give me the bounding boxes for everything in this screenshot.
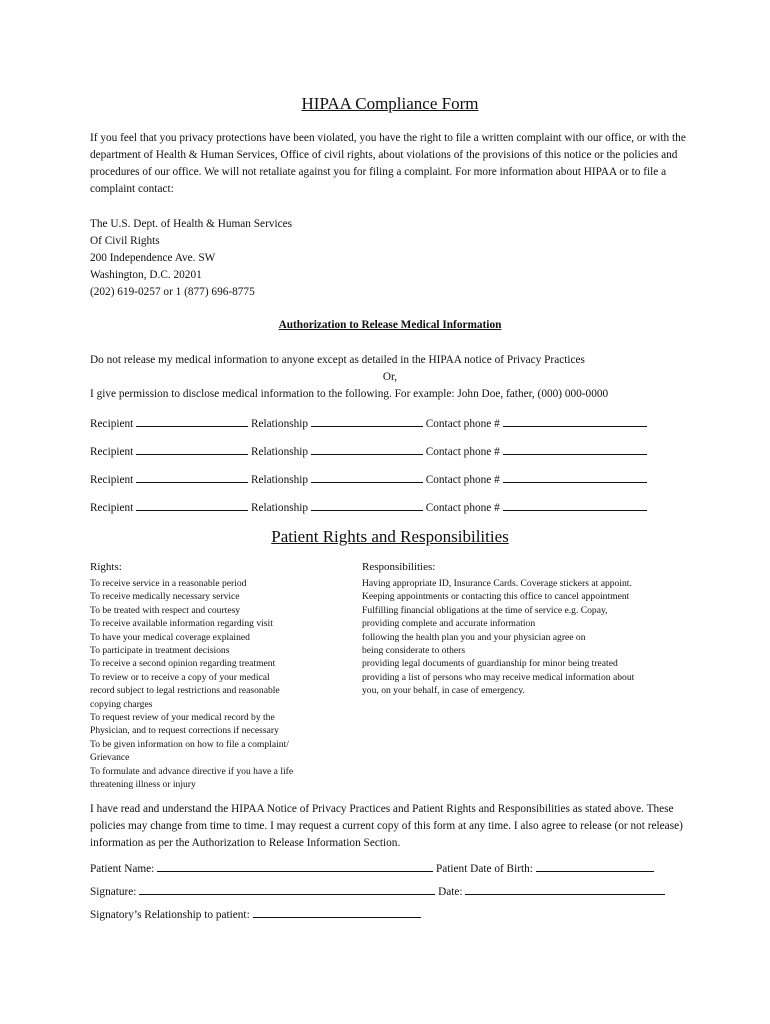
date-field[interactable] bbox=[465, 883, 665, 895]
signatory-relationship-row bbox=[90, 906, 421, 921]
contact-phone-field[interactable] bbox=[503, 499, 647, 511]
list-item: To review or to receive a copy of your medical bbox=[90, 671, 270, 683]
signature-label: Signature: bbox=[90, 886, 137, 898]
recipient-field[interactable] bbox=[136, 443, 248, 455]
responsibilities-label: Responsibilities: bbox=[362, 561, 436, 573]
authorization-heading: Authorization to Release Medical Information bbox=[278, 319, 502, 331]
list-item: To participate in treatment decisions bbox=[90, 645, 230, 657]
relationship-label: Relationship bbox=[250, 474, 309, 486]
recipient-label: Recipient bbox=[90, 474, 134, 486]
relationship-label: Relationship bbox=[250, 446, 309, 458]
or-separator: Or, bbox=[382, 371, 398, 383]
rights-label: Rights: bbox=[90, 561, 122, 573]
permission-line: I give permission to disclose medical information to the following. For example: John Doe, father, (000) 000-0000 bbox=[90, 388, 609, 400]
contact-phone-label: Contact phone # bbox=[425, 474, 500, 486]
list-item: To receive medically necessary service bbox=[90, 591, 240, 603]
relationship-label: Relationship bbox=[250, 418, 309, 430]
list-item: following the health plan you and your physician agree on bbox=[362, 631, 586, 643]
contact-phone-field[interactable] bbox=[503, 443, 647, 455]
signature-row bbox=[90, 883, 665, 898]
recipient-label: Recipient bbox=[90, 446, 134, 458]
responsibilities-list bbox=[362, 577, 692, 698]
list-item: being considerate to others bbox=[362, 645, 466, 657]
recipient-field[interactable] bbox=[136, 471, 248, 483]
recipient-row bbox=[90, 499, 647, 514]
list-item: To receive a second opinion regarding treatment bbox=[90, 658, 276, 670]
rights-list bbox=[90, 577, 355, 792]
patient-name-field[interactable] bbox=[157, 860, 433, 872]
address-line: Washington, D.C. 20201 bbox=[90, 269, 202, 281]
address-line: The U.S. Dept. of Health & Human Services bbox=[90, 218, 293, 230]
list-item: record subject to legal restrictions and reasonable bbox=[90, 685, 280, 697]
dob-field[interactable] bbox=[536, 860, 654, 872]
relationship-label: Relationship bbox=[250, 502, 309, 514]
address-line: 200 Independence Ave. SW bbox=[90, 252, 216, 264]
contact-phone-label: Contact phone # bbox=[425, 446, 500, 458]
signatory-relationship-field[interactable] bbox=[253, 906, 421, 918]
address-line: Of Civil Rights bbox=[90, 235, 160, 247]
list-item: Fulfilling financial obligations at the time of service e.g. Copay, bbox=[362, 604, 608, 616]
list-item: threatening illness or injury bbox=[90, 779, 196, 791]
contact-phone-label: Contact phone # bbox=[425, 502, 500, 514]
relationship-field[interactable] bbox=[311, 471, 423, 483]
patient-name-label: Patient Name: bbox=[90, 863, 155, 875]
acknowledgement-paragraph: I have read and understand the HIPAA Notice of Privacy Practices and Patient Rights and Responsibilities as stated above. These policies may change from time to time. I may request a current copy of this form at any time. I also agree to release (or not release) information as per the Authorization to Release Information Section. bbox=[90, 803, 683, 849]
signatory-relationship-label: Signatory’s Relationship to patient: bbox=[90, 909, 250, 921]
do-not-release-line: Do not release my medical information to anyone except as detailed in the HIPAA notice of Privacy Practices bbox=[90, 354, 585, 366]
contact-phone-label: Contact phone # bbox=[425, 418, 500, 430]
responsibilities-column bbox=[362, 560, 692, 698]
dob-label: Patient Date of Birth: bbox=[435, 863, 533, 875]
list-item: To request review of your medical record by the bbox=[90, 712, 275, 724]
list-item: Physician, and to request corrections if necessary bbox=[90, 725, 279, 737]
list-item: you, on your behalf, in case of emergency. bbox=[362, 685, 525, 697]
rights-column bbox=[90, 560, 355, 792]
contact-phone-field[interactable] bbox=[503, 415, 647, 427]
list-item: providing a list of persons who may receive medical information about bbox=[362, 671, 635, 683]
address-phone: (202) 619-0257 or 1 (877) 696-8775 bbox=[90, 286, 255, 298]
list-item: To have your medical coverage explained bbox=[90, 631, 250, 643]
list-item: To receive available information regarding visit bbox=[90, 618, 273, 630]
patient-name-row bbox=[90, 860, 654, 875]
date-label: Date: bbox=[438, 886, 463, 898]
recipient-label: Recipient bbox=[90, 502, 134, 514]
recipient-row bbox=[90, 471, 647, 486]
recipient-field[interactable] bbox=[136, 499, 248, 511]
release-statement bbox=[90, 352, 690, 403]
form-title: HIPAA Compliance Form bbox=[301, 94, 479, 113]
list-item: Keeping appointments or contacting this office to cancel appointment bbox=[362, 591, 630, 603]
relationship-field[interactable] bbox=[311, 443, 423, 455]
relationship-field[interactable] bbox=[311, 415, 423, 427]
contact-phone-field[interactable] bbox=[503, 471, 647, 483]
list-item: copying charges bbox=[90, 698, 153, 710]
recipient-field[interactable] bbox=[136, 415, 248, 427]
hhs-address-block bbox=[90, 216, 690, 301]
intro-paragraph: If you feel that you privacy protections have been violated, you have the right to file a written complaint with our office, or with the department of Health & Human Services, Office of civil rights, about violations of the provisions of this notice or the policies and procedures of our office. We will not retaliate against you for filing a complaint. For more information about HIPAA or to file a complaint contact: bbox=[90, 132, 686, 195]
recipient-row bbox=[90, 443, 647, 458]
list-item: To receive service in a reasonable period bbox=[90, 578, 247, 589]
list-item: Having appropriate ID, Insurance Cards. Coverage stickers at appoint. bbox=[362, 578, 632, 589]
recipient-label: Recipient bbox=[90, 418, 134, 430]
list-item: To be treated with respect and courtesy bbox=[90, 604, 241, 616]
list-item: Grievance bbox=[90, 752, 130, 764]
list-item: providing complete and accurate information bbox=[362, 618, 536, 630]
list-item: providing legal documents of guardianship for minor being treated bbox=[362, 658, 618, 670]
list-item: To be given information on how to file a complaint/ bbox=[90, 738, 289, 750]
relationship-field[interactable] bbox=[311, 499, 423, 511]
recipient-row bbox=[90, 415, 647, 430]
signature-field[interactable] bbox=[139, 883, 435, 895]
list-item: To formulate and advance directive if you have a life bbox=[90, 765, 294, 777]
patient-rights-heading: Patient Rights and Responsibilities bbox=[271, 527, 509, 546]
